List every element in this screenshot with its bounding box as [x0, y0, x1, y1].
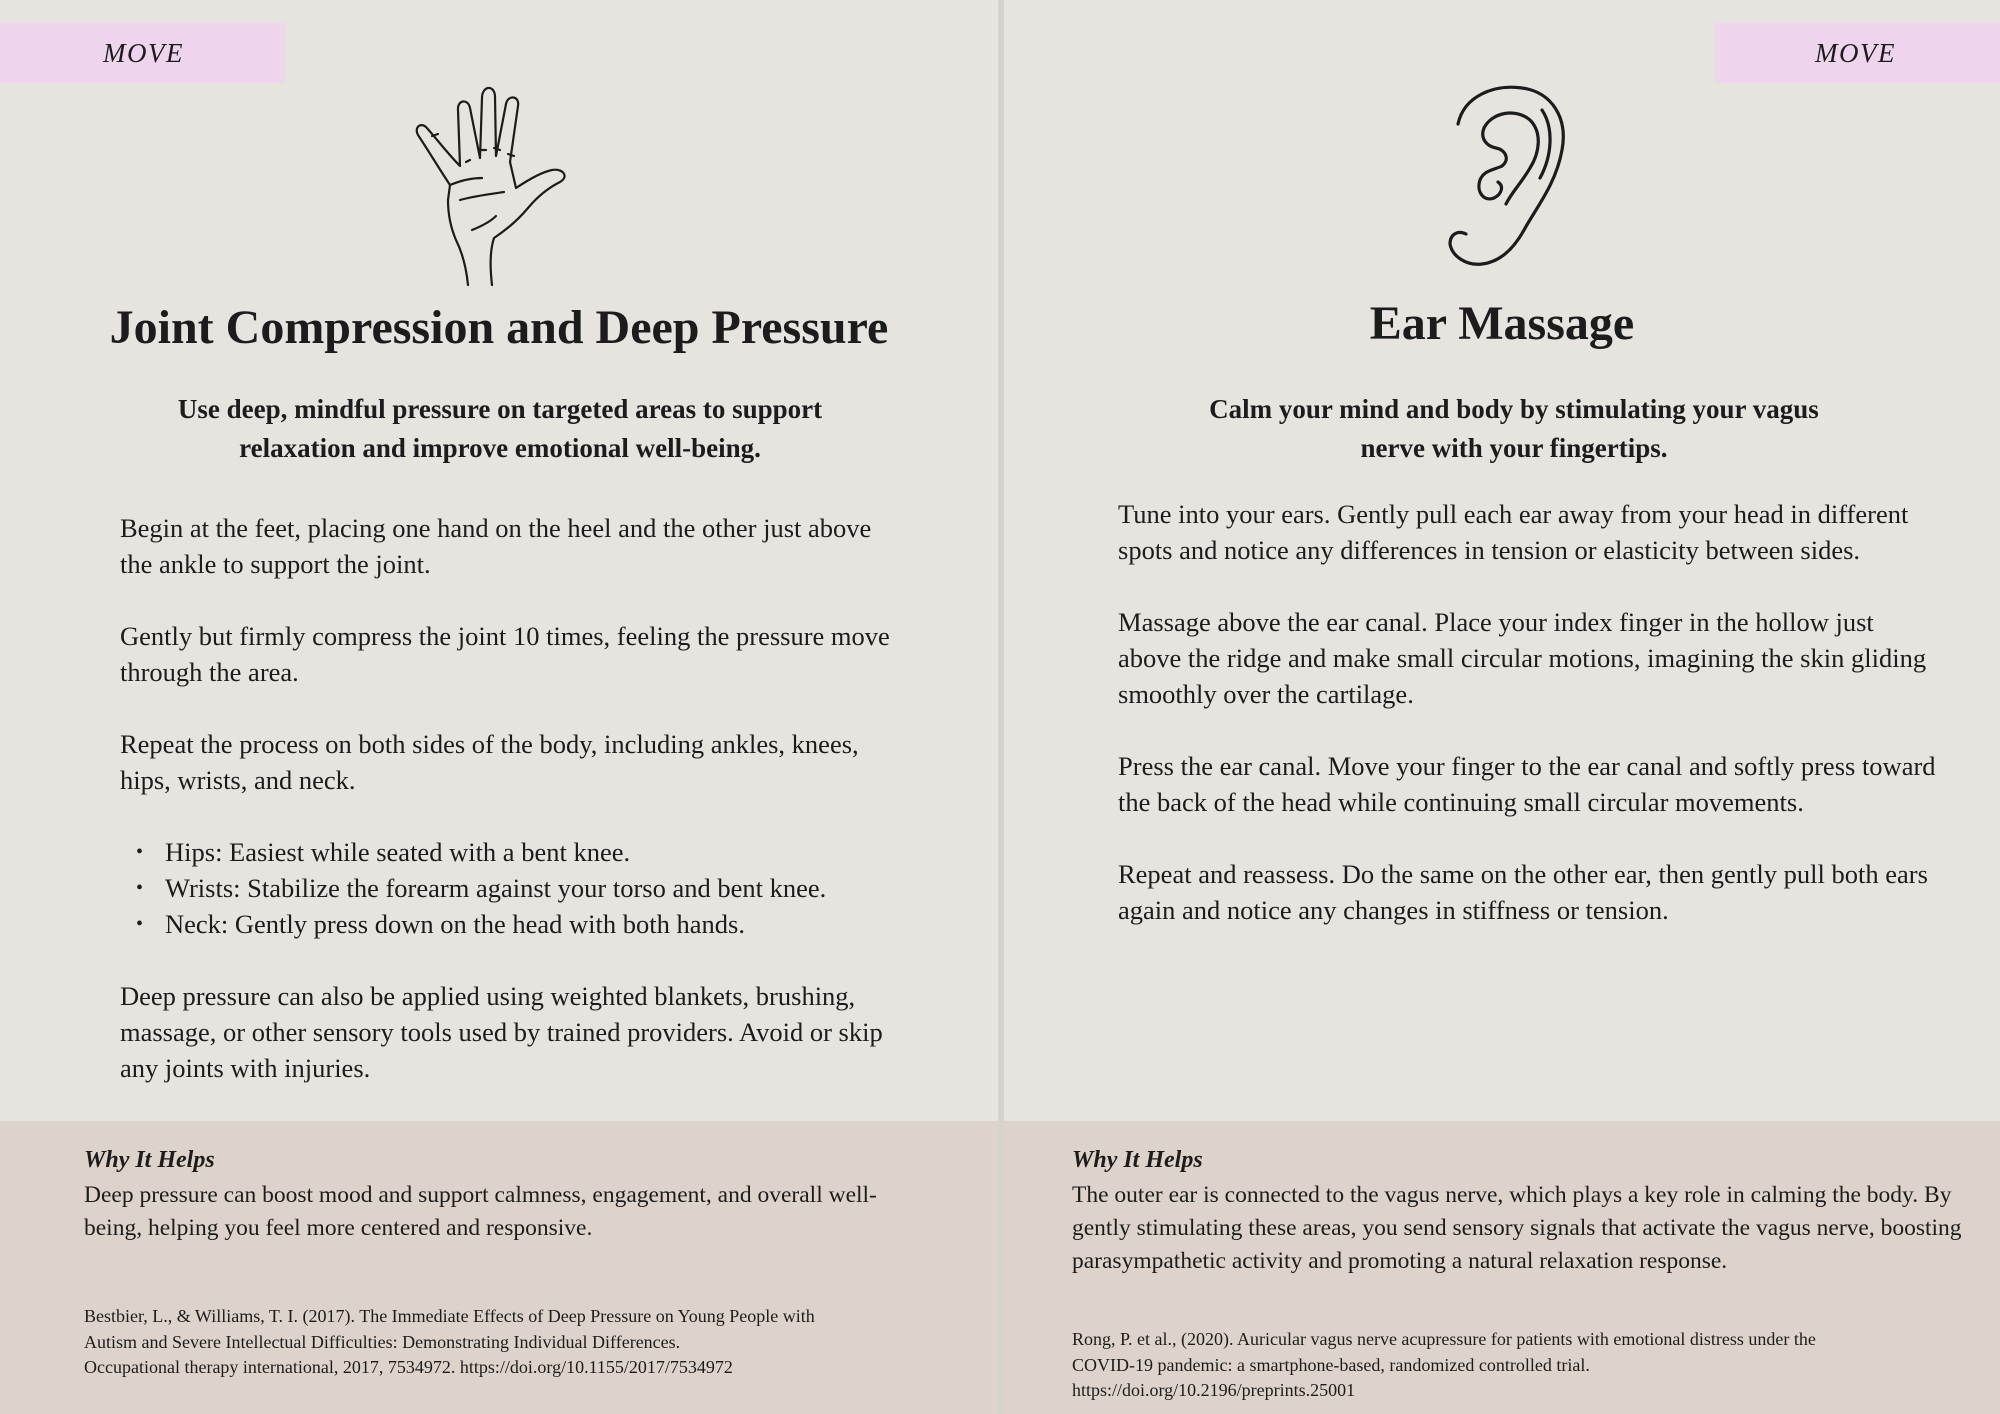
why-it-helps-panel	[1004, 1121, 2000, 1414]
why-heading: Why It Helps	[84, 1147, 215, 1173]
paragraph: Deep pressure can also be applied using weighted blankets, brushing, massage, or other sensory tools used by trained providers. Avoid or skip any joints with injuries.	[120, 981, 883, 1083]
why-text: Deep pressure can boost mood and support calmness, engagement, and overall well-being, helping you feel more centered and responsive.	[84, 1182, 877, 1241]
reference-line: COVID-19 pandemic: a smartphone-based, randomized controlled trial.	[1072, 1354, 1590, 1375]
reference-line: Bestbier, L., & Williams, T. I. (2017). The Immediate Effects of Deep Pressure on Young People with	[84, 1306, 815, 1326]
reference	[84, 1304, 944, 1381]
subtitle-line: nerve with your fingertips.	[1360, 433, 1668, 463]
hand-icon	[410, 80, 610, 290]
paragraph: Begin at the feet, placing one hand on the heel and the other just above the ankle to support the joint.	[120, 513, 872, 579]
paragraph: Press the ear canal. Move your finger to the ear canal and softly press toward the back of the head while continuing small circular movements.	[1118, 751, 1936, 817]
right-page	[1004, 0, 2000, 1414]
reference-line: Rong, P. et al., (2020). Auricular vagus nerve acupressure for patients with emotional distress under the	[1072, 1329, 1816, 1349]
instructions	[1118, 496, 1938, 964]
paragraph: Gently but firmly compress the joint 10 times, feeling the pressure move through the area.	[120, 621, 890, 687]
why-text: The outer ear is connected to the vagus nerve, which plays a key role in calming the body. By gently stimulating these areas, you send sensory signals that activate the vagus nerve, boosting parasympathetic activity and promoting a natural relaxation response.	[1072, 1182, 1962, 1274]
bullet-list	[120, 834, 900, 942]
paragraph: Tune into your ears. Gently pull each ear away from your head in different spots and notice any differences in tension or elasticity between sides.	[1118, 499, 1909, 565]
list-item: • Neck: Gently press down on the head with both hands.	[120, 906, 900, 942]
list-item: • Hips: Easiest while seated with a bent knee.	[120, 834, 900, 870]
move-tag: MOVE	[1715, 23, 2000, 83]
move-tag: MOVE	[0, 23, 285, 83]
left-page	[0, 0, 998, 1414]
paragraph: Massage above the ear canal. Place your index finger in the hollow just above the ridge and make small circular motions, imagining the skin gliding smoothly over the cartilage.	[1118, 607, 1927, 709]
instructions	[120, 510, 900, 1122]
subtitle-line: relaxation and improve emotional well-being.	[239, 433, 761, 463]
subtitle	[150, 390, 850, 468]
why-heading: Why It Helps	[1072, 1147, 1203, 1173]
reference-line: Autism and Severe Intellectual Difficulties: Demonstrating Individual Differences.	[84, 1331, 681, 1352]
why-it-helps-panel	[0, 1121, 998, 1414]
list-item: • Wrists: Stabilize the forearm against your torso and bent knee.	[120, 870, 900, 906]
reference-line: Occupational therapy international, 2017, 7534972. https://doi.org/10.1155/2017/7534972	[84, 1357, 733, 1377]
page-title: Ear Massage	[1369, 297, 1635, 350]
subtitle	[1174, 390, 1854, 468]
paragraph: Repeat the process on both sides of the body, including ankles, knees, hips, wrists, and neck.	[120, 729, 859, 795]
reference-line: https://doi.org/10.2196/preprints.25001	[1072, 1380, 1356, 1400]
subtitle-line: Calm your mind and body by stimulating your vagus	[1209, 394, 1819, 424]
reference	[1072, 1327, 1952, 1404]
ear-icon	[1444, 84, 1574, 269]
page-title: Joint Compression and Deep Pressure	[109, 301, 889, 354]
subtitle-line: Use deep, mindful pressure on targeted areas to support	[177, 394, 823, 424]
paragraph: Repeat and reassess. Do the same on the other ear, then gently pull both ears again and notice any changes in stiffness or tension.	[1118, 859, 1928, 925]
